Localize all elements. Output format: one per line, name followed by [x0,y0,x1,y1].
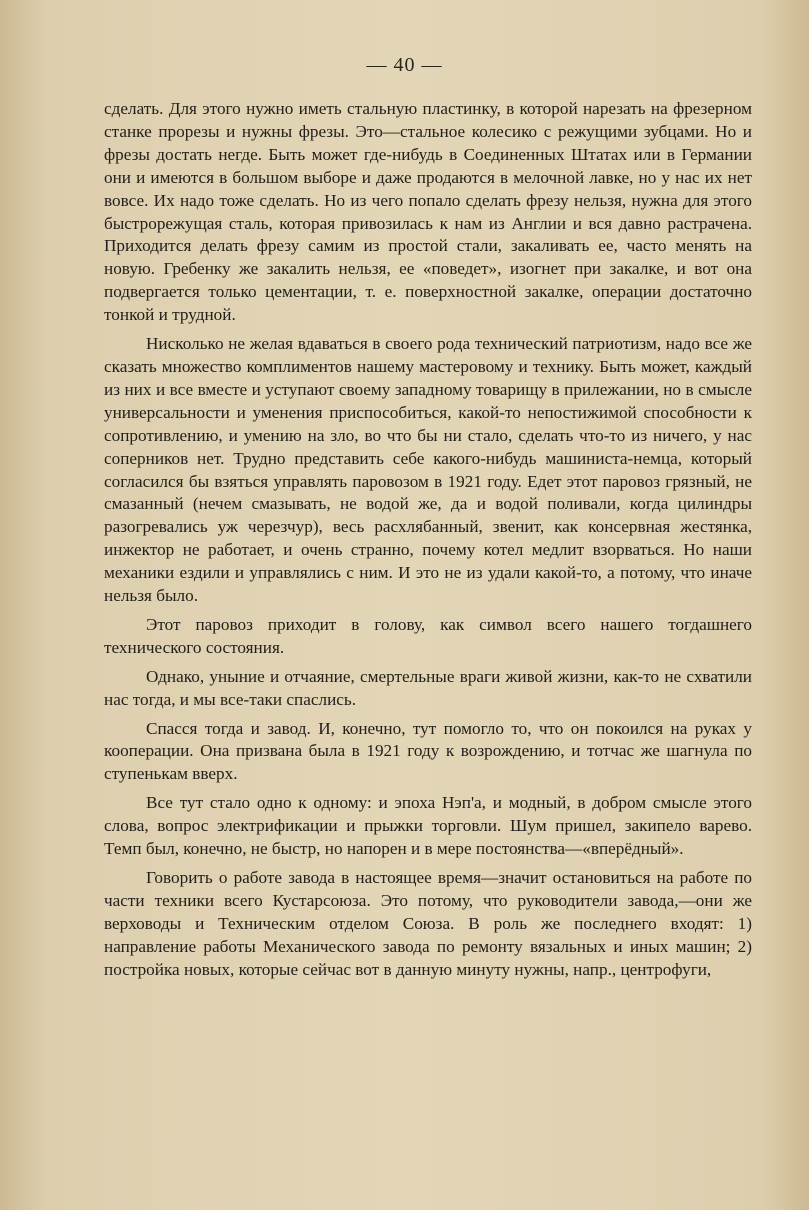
page-number: — 40 — [366,54,443,76]
paragraph: Нисколько не желая вдаваться в своего рода технический патриотизм, надо все же сказать множество комплиментов нашему мастеровому и технику. Быть может, каждый из них и все вместе и уступают своему западному товарищу в прилежании, но в смысле универсальности и уменения приспособиться, какой-то непостижимой способности к сопротивлению, и умению на зло, во что бы ни стало, сделать что-то из ничего, у нас соперников нет. Трудно представить себе какого-нибудь машиниста-немца, который согласился бы взяться управлять паровозом в 1921 году. Едет этот паровоз грязный, не смазанный (нечем смазывать, не водой же, да и водой поливали, когда цилиндры разогревались уж черезчур), весь расхлябанный, звенит, как консервная жестянка, инжектор не работает, и очень странно, почему котел медлит взорваться. Но наши механики ездили и управлялись с ним. И это не из удали какой-то, а потому, что иначе нельзя было. [104,334,752,606]
paragraph: Говорить о работе завода в настоящее время—значит остановиться на работе по части техники всего Кустарсоюза. Это потому, что руководители завода,—они же верховоды и Техническим отделом Союза. В роль же последнего входят: 1) направление работы Механического завода по ремонту вязальных и иных машин; 2) постройка новых, которые сейчас вот в данную минуту нужны, напр., центрофуги, [104,868,752,979]
paragraph: Однако, уныние и отчаяние, смертельные враги живой жизни, как-то не схватили нас тогда, и мы все-таки спаслись. [104,666,752,709]
body-text [104,98,752,988]
paragraph: Спасся тогда и завод. И, конечно, тут помогло то, что он покоился на руках у кооперации. Она призвана была в 1921 году к возрождению, и тотчас же шагнула по ступенькам вверх. [104,718,752,784]
paragraph: Все тут стало одно к одному: и эпоха Нэп'а, и модный, в добром смысле этого слова, вопрос электрификации и прыжки торговли. Шум пришел, закипело варево. Темп был, конечно, не быстр, но напорен и в мере постоянства—«вперёдный». [104,793,752,859]
paragraph: Этот паровоз приходит в голову, как символ всего нашего тогдашнего технического состояния. [104,614,752,657]
paragraph: сделать. Для этого нужно иметь стальную пластинку, в которой нарезать на фрезерном станке прорезы и нужны фрезы. Это—стальное колесико с режущими зубцами. Но и фрезы достать негде. Быть может где-нибудь в Соединенных Штатах или в Германии они и имеются в большом выборе и даже продаются в мелочной лавке, но у нас их нет вовсе. Их надо тоже сделать. Но из чего попало сделать фрезу нельзя, нужна для этого быстрорежущая сталь, которая привозилась к нам из Англии и вся давно растрачена. Приходится делать фрезу самим из простой стали, закаливать ее, часто менять на новую. Гребенку же закалить нельзя, ее «поведет», изогнет при закалке, и вот она подвергается только цементации, т. е. поверхностной закалке, операции достаточно тонкой и трудной. [104,99,752,325]
